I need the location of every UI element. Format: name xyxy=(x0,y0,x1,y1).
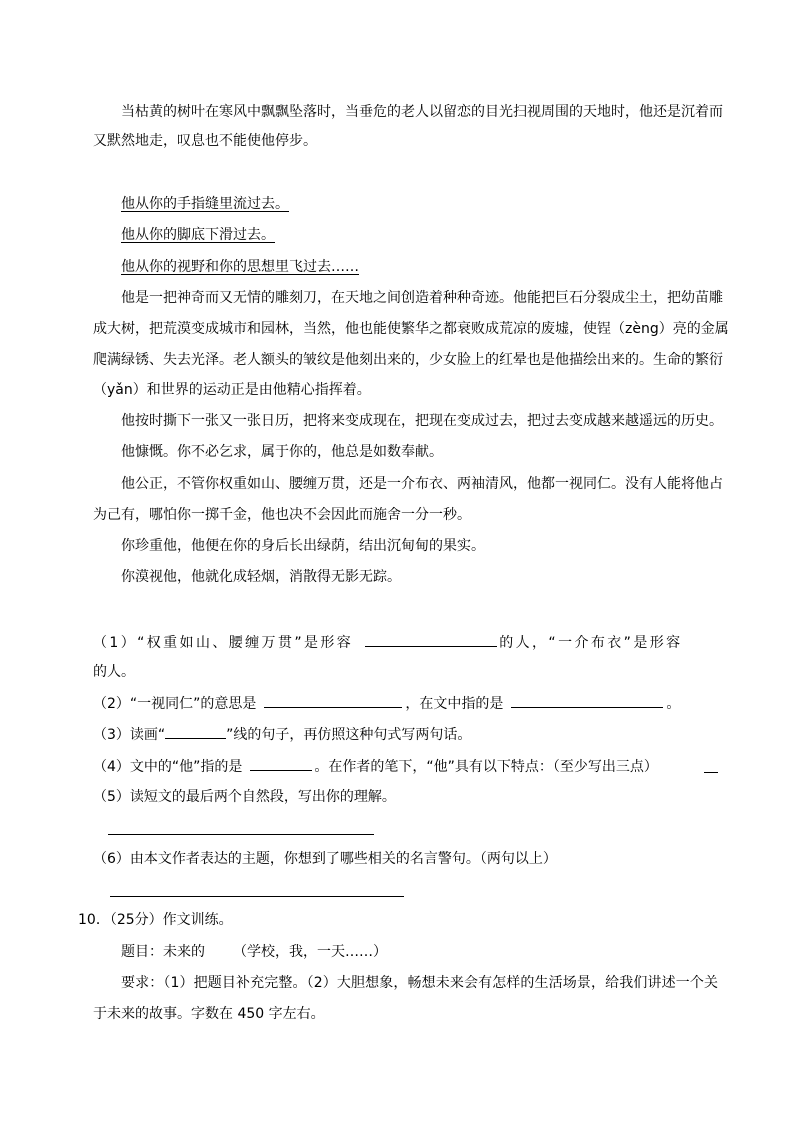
passage-p2-line3: 爬满绿锈、失去光泽。老人额头的皱纹是他刻出来的，少女脸上的红晕也是他描绘出来的。生命的繁衍 xyxy=(93,352,723,368)
question-2-prompt-a: （2）“一视同仁”的意思是 xyxy=(93,696,257,712)
passage-p3: 他按时撕下一张又一张日历，把将来变成现在，把现在变成过去，把过去变成越来越遥远的历史。 xyxy=(121,413,723,429)
question-1 xyxy=(93,632,683,653)
passage-p2-line2: 成大树，把荒漠变成城市和园林，当然，他也能使繁华之都衰败成荒凉的废墟，使锃（zèng）亮的金属 xyxy=(93,321,729,337)
composition-score: （25分）作文训练。 xyxy=(109,912,233,928)
question-2-prompt-b: ，在文中指的是 xyxy=(405,696,504,712)
passage-p2-line1: 他是一把神奇而又无情的雕刻刀，在天地之间创造着种种奇迹。他能把巨石分裂成尘土，把幼苗雕 xyxy=(121,290,723,306)
question-1-answer-blank-1[interactable] xyxy=(365,632,497,647)
composition-title-label: 题目：未来的 xyxy=(121,944,205,960)
question-4 xyxy=(93,756,658,777)
question-4-answer-blank[interactable] xyxy=(250,756,312,771)
passage-p1-line1: 当枯黄的树叶在寒风中飘飘坠落时，当垂危的老人以留恋的目光扫视周围的天地时，他还是沉着而 xyxy=(121,104,723,120)
underlined-sentence-1: 他从你的手指缝里流过去。 xyxy=(121,196,289,212)
composition-requirements-line1: 要求：（1）把题目补充完整。（2）大胆想象，畅想未来会有怎样的生活场景，给我们讲述一个关 xyxy=(121,975,718,991)
question-3-prompt-b: ”线的句子，再仿照这种句式写两句话。 xyxy=(226,727,472,743)
composition-heading xyxy=(78,910,233,930)
passage-p5-line1: 他公正，不管你权重如山、腰缠万贯，还是一介布衣、两袖清风，他都一视同仁。没有人能将他占 xyxy=(121,476,723,492)
composition-number: 10． xyxy=(78,912,110,928)
question-5: （5）读短文的最后两个自然段，写出你的理解。 xyxy=(93,789,396,805)
passage-p6: 你珍重他，他便在你的身后长出绿荫，结出沉甸甸的果实。 xyxy=(121,538,485,554)
question-2-answer-blank-2[interactable] xyxy=(511,693,663,708)
question-3-prompt-a: （3）读画“ xyxy=(93,727,166,743)
question-1-prompt-a: （1）“权重如山、腰缠万贯”是形容 xyxy=(93,635,354,651)
underlined-sentence-3: 他从你的视野和你的思想里飞过去…… xyxy=(121,259,359,275)
question-3-sample-underline xyxy=(165,724,226,739)
question-6: （6）由本文作者表达的主题，你想到了哪些相关的名言警句。（两句以上） xyxy=(93,851,557,867)
composition-title xyxy=(121,942,387,962)
passage-p4: 他慷慨。你不必乞求，属于你的，他总是如数奉献。 xyxy=(121,444,443,460)
question-2 xyxy=(93,693,680,714)
passage-p5-line2: 为己有，哪怕你一掷千金，他也决不会因此而施舍一分一秒。 xyxy=(93,507,471,523)
question-4-answer-line[interactable] xyxy=(704,772,718,773)
underlined-sentence-2: 他从你的脚底下滑过去。 xyxy=(121,227,275,243)
passage-p7: 你漠视他，他就化成轻烟，消散得无影无踪。 xyxy=(121,569,401,585)
passage-p1-line2: 又默然地走，叹息也不能使他停步。 xyxy=(93,133,317,149)
composition-requirements-line2: 于未来的故事。字数在 450 字左右。 xyxy=(93,1006,325,1022)
question-2-prompt-c: 。 xyxy=(666,696,681,712)
question-1-continued: 的人。 xyxy=(93,664,135,680)
question-4-prompt-a: （4）文中的“他”指的是 xyxy=(93,759,243,775)
passage-p2-line4: （yǎn）和世界的运动正是由他精心指挥着。 xyxy=(93,382,371,398)
question-2-answer-blank-1[interactable] xyxy=(264,693,402,708)
question-6-answer-line[interactable] xyxy=(110,896,404,897)
question-4-prompt-b: 。在作者的笔下，“他”具有以下特点：（至少写出三点） xyxy=(314,759,658,775)
question-5-answer-line[interactable] xyxy=(108,834,374,835)
question-1-prompt-b: 的人，“一介布衣”是形容 xyxy=(499,635,683,651)
composition-title-options: （学校，我，一天……） xyxy=(233,944,387,960)
question-3 xyxy=(93,724,471,745)
